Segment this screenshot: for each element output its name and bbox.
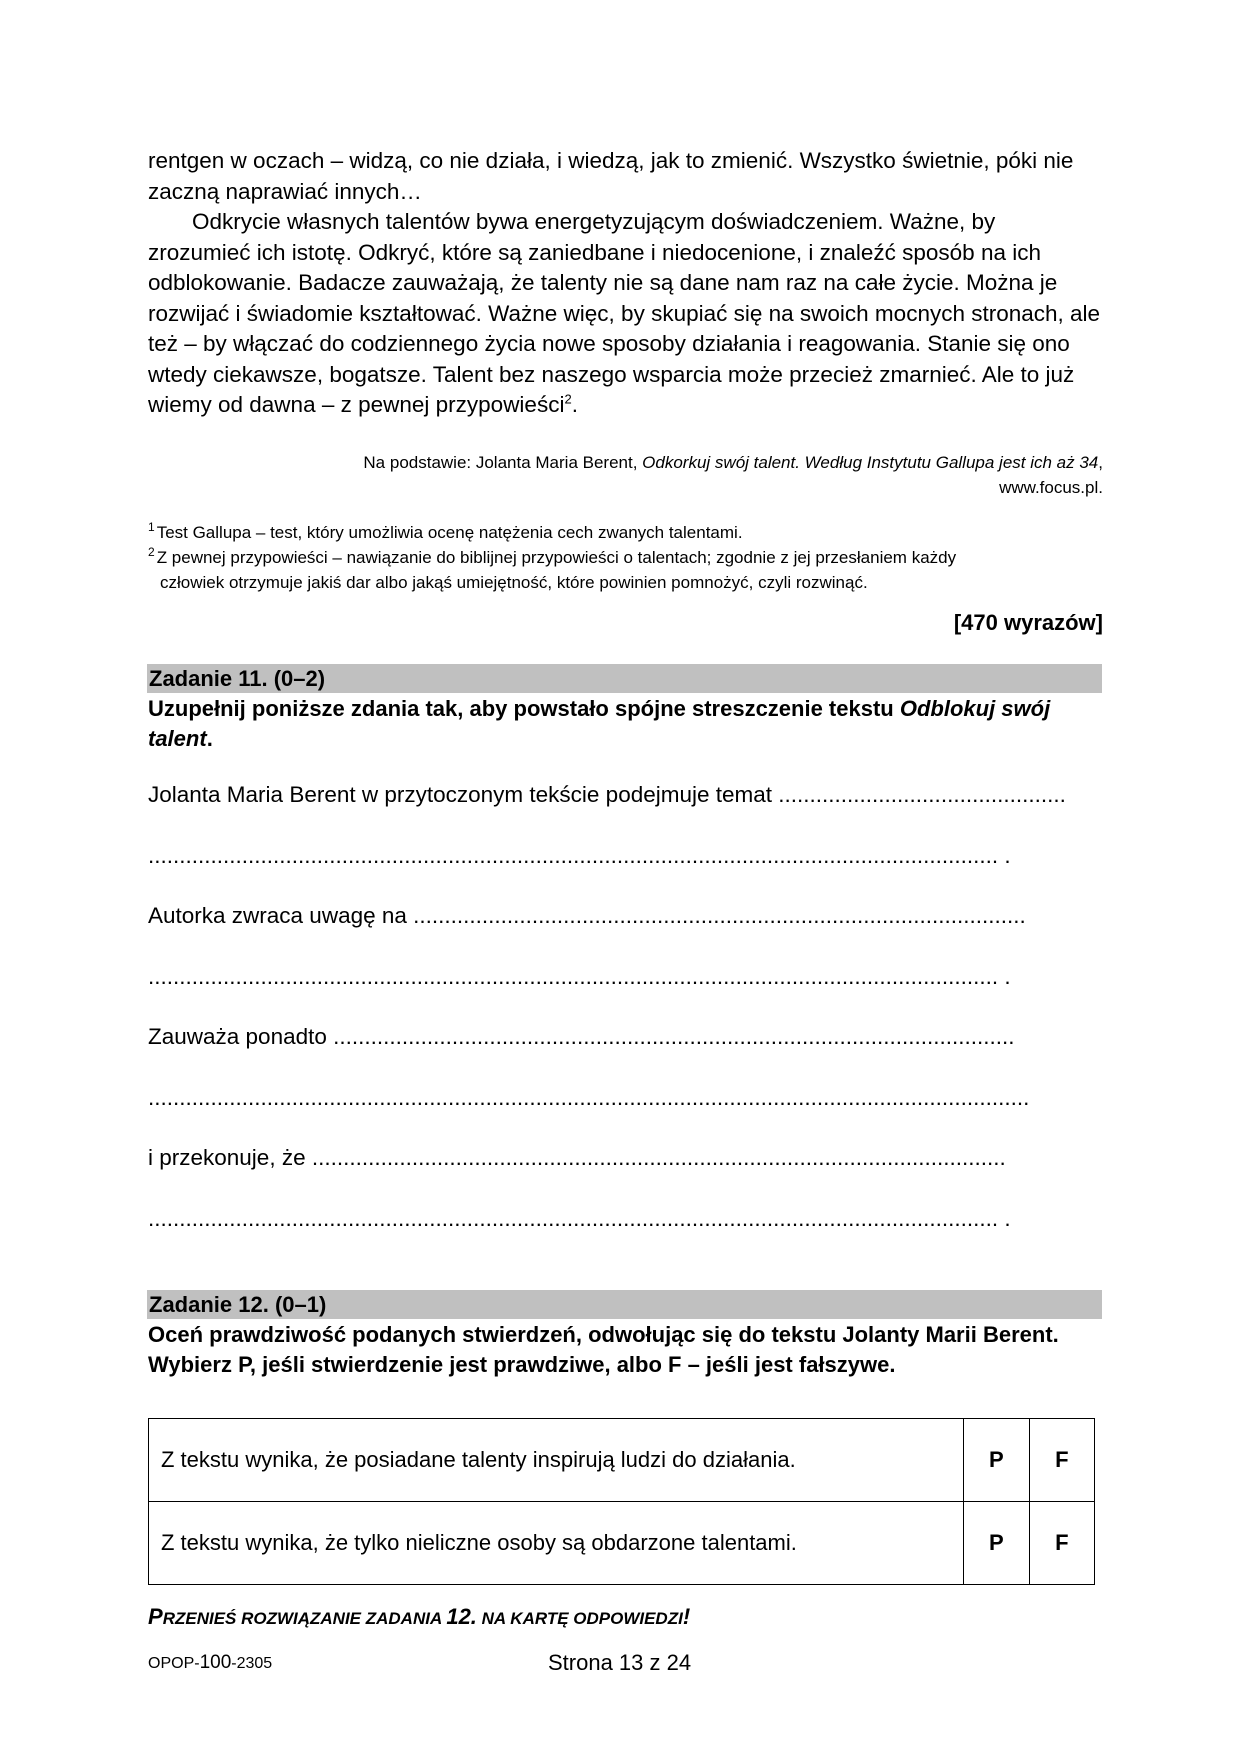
code-number: 100: [199, 1652, 232, 1673]
footnote-2-continuation: człowiek otrzymuje jakiś dar albo jakąś umiejętność, które powinien pomnożyć, czyli rozwinąć.: [160, 573, 868, 592]
transfer-initial: P: [148, 1604, 163, 1629]
article-line-2: zaczną naprawiać innych…: [148, 178, 422, 204]
footnote-2: [148, 545, 1103, 570]
exam-code: [148, 1652, 272, 1674]
prompt-label: i przekonuje, że: [148, 1145, 312, 1170]
answer-line-1b[interactable]: ........................................................................................................................................ .: [148, 843, 1011, 868]
option-p-1[interactable]: P: [964, 1419, 1029, 1502]
option-f-1[interactable]: F: [1029, 1419, 1094, 1502]
article-paragraph: [148, 207, 1103, 421]
source-prefix: Na podstawie: Jolanta Maria Berent,: [363, 453, 643, 472]
answer-dots: ...............................................................................................................: [311, 1145, 1006, 1170]
footnote-number: 2: [148, 545, 155, 560]
paragraph-text: Odkrycie własnych talentów bywa energetyzującym doświadczeniem. Ważne, by zrozumieć ich istotę. Odkryć, które są zaniedbane i niedocenione, i znaleźć sposób na ich odblokowanie. Badacze zauważają, że talenty nie są dane nam raz na całe życie. Można je rozwijać i świadomie kształtować. Ważne więc, by skupiać się na swoich mocnych stronach, ale też – by włączać do codziennego życia nowe sposoby działania i reagowania. Stanie się ono wtedy ciekawsze, bogatsze. Talent bez naszego wsparcia może przecież zmarnieć. Ale to już wiemy od dawna – z pewnej przypowieści: [148, 209, 1101, 417]
source-title: Odkorkuj swój talent. Według Instytutu Gallupa jest ich aż 34: [642, 453, 1099, 472]
page-number: Strona 13 z 24: [548, 1650, 692, 1675]
option-p-2[interactable]: P: [964, 1502, 1029, 1585]
answer-line-3b[interactable]: .............................................................................................................................................: [148, 1085, 1030, 1110]
answer-dots: ..................................................................................................: [413, 903, 1026, 928]
transfer-number: 12.: [446, 1604, 477, 1629]
true-false-table: [148, 1418, 1095, 1585]
task-12-instruction: Oceń prawdziwość podanych stwierdzeń, odwołując się do tekstu Jolanty Marii Berent. Wybierz P, jeśli stwierdzenie jest prawdziwe, albo F – jeśli jest fałszywe.: [148, 1322, 1059, 1377]
answer-line-1[interactable]: [148, 779, 1098, 811]
source-suffix: ,: [1098, 453, 1103, 472]
answer-line-3[interactable]: [148, 1021, 1098, 1053]
footnote-ref-2: 2: [564, 391, 572, 407]
statement-1: Z tekstu wynika, że posiadane talenty inspirują ludzi do działania.: [149, 1419, 964, 1502]
footnote-1: [148, 520, 1103, 545]
footnote-number: 1: [148, 520, 155, 535]
prompt-label: Autorka zwraca uwagę na: [148, 903, 414, 928]
paragraph-end: .: [571, 392, 578, 417]
table-row: [149, 1502, 1095, 1585]
instruction-text: Uzupełnij poniższe zdania tak, aby powstało spójne streszczenie tekstu: [148, 696, 900, 721]
instruction-title: Odblokuj swój talent: [148, 696, 1051, 751]
option-f-2[interactable]: F: [1029, 1502, 1094, 1585]
transfer-exclamation: !: [682, 1604, 691, 1629]
task-12-header: Zadanie 12. (0–1): [147, 1290, 1102, 1319]
prompt-label: Jolanta Maria Berent w przytoczonym tekście podejmuje temat: [148, 782, 779, 807]
article-text: [148, 146, 1103, 421]
prompt-label: Zauważa ponadto: [148, 1024, 334, 1049]
code-prefix: OPOP-: [148, 1655, 200, 1672]
table-row: [149, 1419, 1095, 1502]
task-11-header: Zadanie 11. (0–2): [147, 664, 1102, 693]
answer-line-2[interactable]: [148, 900, 1098, 932]
transfer-note: [148, 1604, 690, 1630]
transfer-text-1: RZENIEŚ ROZWIĄZANIE ZADANIA: [162, 1609, 447, 1628]
instruction-end: .: [206, 726, 213, 751]
answer-line-4b[interactable]: ........................................................................................................................................ .: [148, 1206, 1011, 1231]
statement-2: Z tekstu wynika, że tylko nieliczne osoby są obdarzone talentami.: [149, 1502, 964, 1585]
answer-dots: ..............................................: [778, 782, 1066, 807]
source-url: www.focus.pl.: [999, 478, 1103, 497]
task-11-instruction: [148, 694, 1103, 754]
source-citation: [148, 450, 1103, 500]
footnotes: [148, 520, 1103, 595]
transfer-text-2: NA KARTĘ ODPOWIEDZI: [476, 1609, 683, 1628]
answer-line-4[interactable]: [148, 1142, 1098, 1174]
footnote-text: Z pewnej przypowieści – nawiązanie do biblijnej przypowieści o talentach; zgodnie z jej przesłaniem każdy: [156, 548, 957, 567]
footnote-text: Test Gallupa – test, który umożliwia ocenę natężenia cech zwanych talentami.: [156, 523, 743, 542]
answer-dots: .............................................................................................................: [333, 1024, 1015, 1049]
word-count: [470 wyrazów]: [953, 610, 1103, 635]
article-line-1: rentgen w oczach – widzą, co nie działa, i wiedzą, jak to zmienić. Wszystko świetnie, póki nie: [148, 148, 1074, 173]
code-suffix: -2305: [231, 1655, 273, 1672]
answer-line-2b[interactable]: ........................................................................................................................................ .: [148, 964, 1011, 989]
